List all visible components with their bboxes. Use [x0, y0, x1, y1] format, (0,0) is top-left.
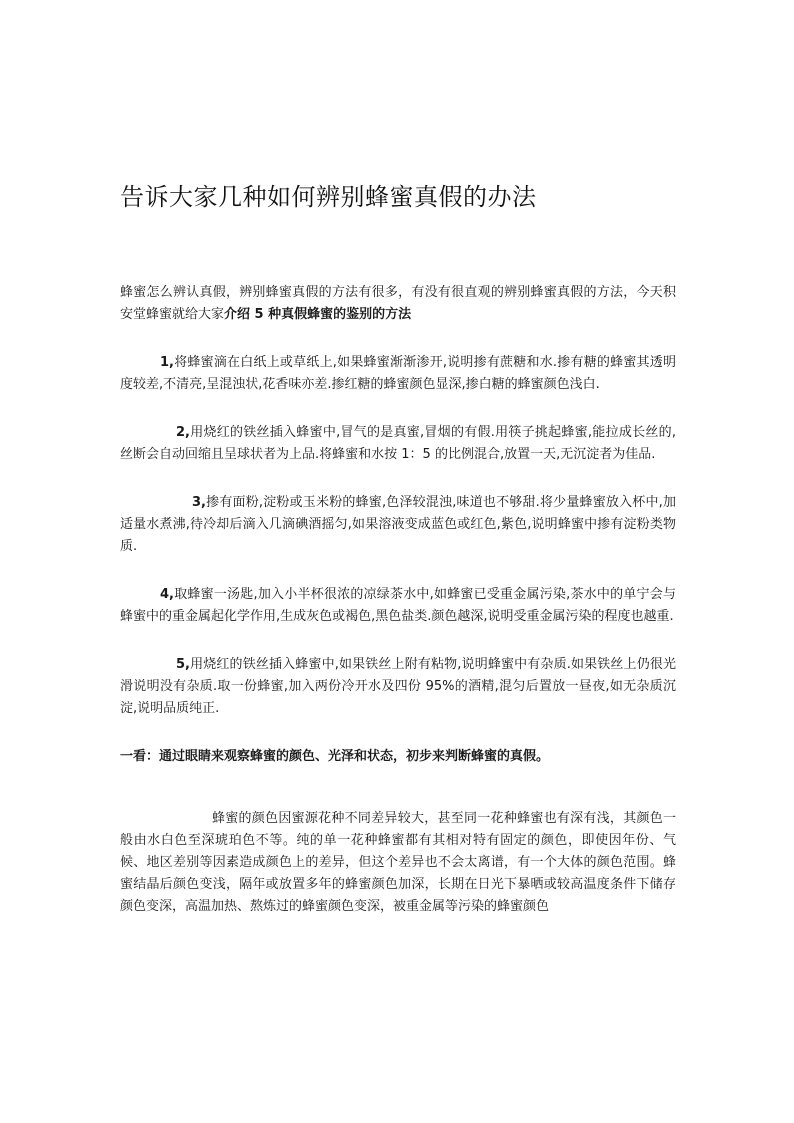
intro-bold-text: 介绍 5 种真假蜂蜜的鉴别的方法 [224, 307, 412, 322]
step-number: 2, [176, 425, 190, 440]
step-text: 将蜂蜜滴在白纸上或草纸上,如果蜂蜜渐渐渗开,说明掺有蔗糖和水.掺有糖的蜂蜜其透明度较差,不清亮,呈混浊状,花香味亦差.掺红糖的蜂蜜颜色显深,掺白糖的蜂蜜颜色浅白. [120, 355, 676, 392]
intro-paragraph [120, 282, 676, 326]
step-paragraph-2 [120, 422, 676, 466]
document-body [120, 282, 676, 918]
step-number: 1, [160, 355, 174, 370]
step-text: 取蜂蜜一汤匙,加入小半杯很浓的凉绿茶水中,如蜂蜜已受重金属污染,茶水中的单宁会与蜂蜜中的重金属起化学作用,生成灰色或褐色,黑色盐类.颜色越深,说明受重金属污染的程度也越重. [120, 587, 676, 624]
step-text: 用烧红的铁丝插入蜂蜜中,冒气的是真蜜,冒烟的有假.用筷子挑起蜂蜜,能拉成长丝的,丝断会自动回缩且呈球状者为上品.将蜂蜜和水按 1：5 的比例混合,放置一天,无沉淀者为佳品. [120, 425, 676, 462]
step-paragraph-3 [120, 492, 676, 558]
step-paragraph-4 [120, 584, 676, 628]
step-number: 4, [160, 587, 174, 602]
step-number: 5, [176, 657, 190, 672]
step-text: 掺有面粉,淀粉或玉米粉的蜂蜜,色泽较混浊,味道也不够甜.将少量蜂蜜放入杯中,加适量水煮沸,待冷却后滴入几滴碘酒摇匀,如果溶液变成蓝色或红色,紫色,说明蜂蜜中掺有淀粉类物质. [120, 495, 676, 554]
section-heading: 一看：通过眼睛来观察蜂蜜的颜色、光泽和状态，初步来判断蜂蜜的真假。 [120, 749, 550, 764]
document-title: 告诉大家几种如何辨别蜂蜜真假的办法 [120, 183, 537, 211]
step-text: 用烧红的铁丝插入蜂蜜中,如果铁丝上附有粘物,说明蜂蜜中有杂质.如果铁丝上仍很光滑说明没有杂质.取一份蜂蜜,加入两份冷开水及四份 95%的酒精,混匀后置放一昼夜,如无杂质沉淀,说明品质纯正. [120, 657, 676, 716]
step-paragraph-1 [120, 352, 676, 396]
step-paragraph-5 [120, 654, 676, 720]
intro-text: 蜂蜜怎么辨认真假，辨别蜂蜜真假的方法有很多，有没有很直观的辨别蜂蜜真假的方法，今天积安堂蜂蜜就给大家 [120, 285, 676, 322]
detail-paragraph: 蜂蜜的颜色因蜜源花种不同差异较大，甚至同一花种蜂蜜也有深有浅，其颜色一般由水白色至深琥珀色不等。纯的单一花种蜂蜜都有其相对特有固定的颜色，即使因年份、气候、地区差别等因素造成颜色上的差异，但这个差异也不会太离谱，有一个大体的颜色范围。蜂蜜结晶后颜色变浅，隔年或放置多年的蜂蜜颜色加深，长期在日光下暴晒或较高温度条件下储存颜色变深，高温加热、熬炼过的蜂蜜颜色变深，被重金属等污染的蜂蜜颜色 [120, 811, 676, 914]
step-number: 3, [192, 495, 206, 510]
